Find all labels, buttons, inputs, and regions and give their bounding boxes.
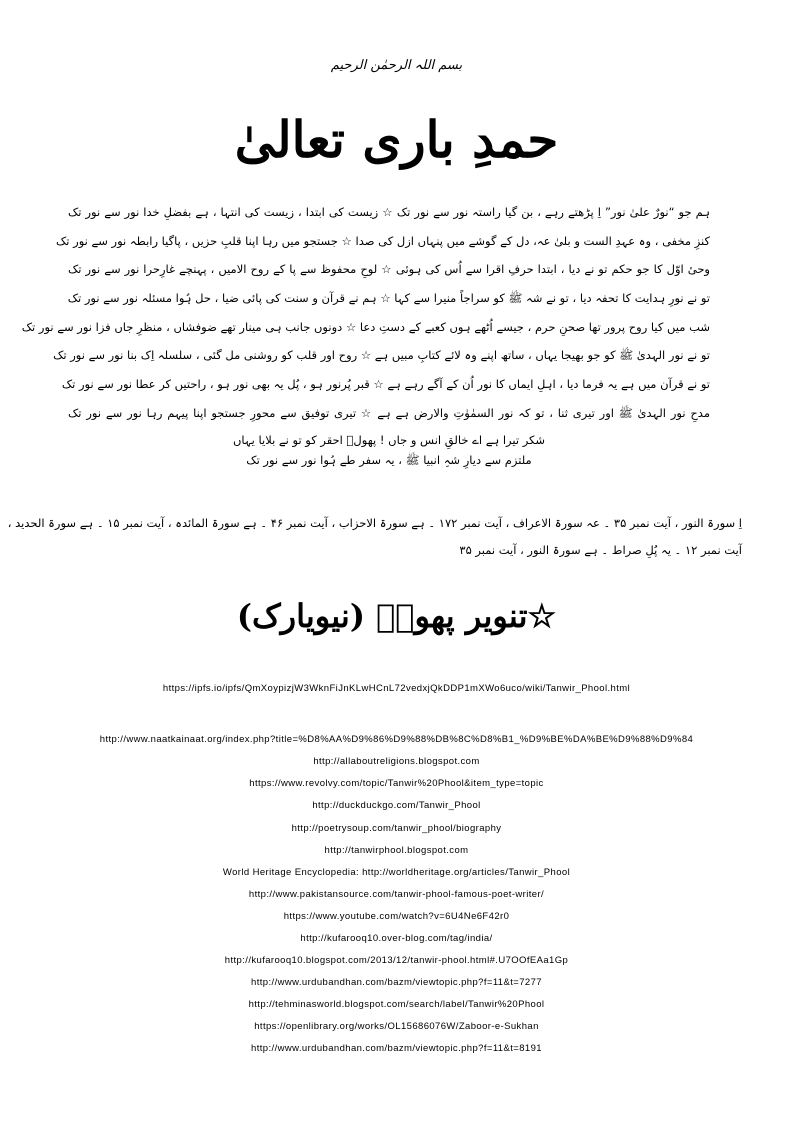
- reference-link[interactable]: http://allaboutreligions.blogspot.com: [313, 756, 480, 767]
- reference-link[interactable]: http://duckduckgo.com/Tanwir_Phool: [312, 800, 481, 811]
- poem-verse-5: شب میں کیا روح پرور تھا صحنِ حرم ، جیسے اُٹھے ہوں کعبے کے دستِ دعا ☆ دونوں جانب ہی مینار تھے ضوفشاں ، منظرِ جاں فزا نور سے نور تک: [21, 319, 710, 334]
- reference-link[interactable]: http://kufarooq10.over-blog.com/tag/india/: [300, 933, 493, 944]
- reference-link[interactable]: https://www.youtube.com/watch?v=6U4Ne6F42r0: [283, 911, 510, 922]
- reference-link[interactable]: http://kufarooq10.blogspot.com/2013/12/tanwir-phool.html#.U7OOfEAa1Gp: [224, 955, 569, 966]
- reference-link[interactable]: http://www.naatkainaat.org/index.php?title=%D8%AA%D9%86%D9%88%DB%8C%D8%B1_%D9%BE%DA%BE%D9%88%D9%84: [99, 734, 694, 745]
- poem-verse-8: مدحِ نور الہدیٰ ﷺ اور تیری ثنا ، تو کہ نور السمٰوٰتِ والارض ہے ہے ☆ تیری توفیق سے محورِ جستجو اپنا پیہم رہا نور سے نور تک: [68, 405, 710, 420]
- page-title: حمدِ باری تعالیٰ: [234, 110, 559, 169]
- author-signature: ☆تنویر پھولؔ (نیویارک): [236, 597, 557, 635]
- poem-closing-line-2: ملتزم سے دیارِ شہِ انبیا ﷺ ، یہ سفر طے ہُوا نور سے نور تک: [246, 452, 532, 467]
- poem-verse-2: کنزِ مخفی ، وہ عہدِ الست و بلیٰ عہ، دل کے گوشے میں پنہاں ازل کی صدا ☆ جستجو میں رہا اپنا قلبِ حزیں ، پاگیا رابطہ نور سے نور تک: [56, 233, 710, 248]
- poem-verse-7: تو نے قرآن میں ہے یہ فرما دیا ، اہلِ ایماں کا نور اُن کے آگے رہے ہے ☆ قبر پُرنور ہو ، پُل یہ بھی نور ہو ، راحتیں کر عطا نور سے نور تک: [61, 377, 710, 392]
- poem-verse-4: تو نے نورِ ہدایت کا تحفہ دیا ، تو نے شہ ﷺ کو سراجاً منیرا سے کہا ☆ ہم نے قرآن و سنت کی پائی ضیا ، حل ہُوا مسئلہ نور سے نور تک: [67, 291, 710, 306]
- footnote-line-1: اِ سورۃ النور ، آیت نمبر ۳۵ ۔ عہ سورۃ الاعراف ، آیت نمبر ۱۷۲ ۔ ہے سورۃ الاحزاب ، آیت نمبر ۴۶ ۔ ہے سورۃ المائدہ ، آیت نمبر ۱۵ ۔ ہے سورۃ الحدید ،: [7, 516, 742, 530]
- reference-link[interactable]: http://tehminasworld.blogspot.com/search/label/Tanwir%20Phool: [248, 999, 545, 1010]
- poem-verse-6: تو نے نور الہدیٰ ﷺ کو جو بھیجا یہاں ، ساتھ اپنے وہ لائے کتابِ مبیں ہے ☆ روح اور قلب کو روشنی مل گئی ، سلسلہ اِک بنا نور سے نور تک: [53, 348, 710, 363]
- reference-link[interactable]: http://www.urdubandhan.com/bazm/viewtopic.php?f=11&t=7277: [251, 977, 542, 988]
- reference-link[interactable]: https://ipfs.io/ipfs/QmXoypizjW3WknFiJnKLwHCnL72vedxjQkDDP1mXWo6uco/wiki/Tanwir_Phool.html: [162, 683, 631, 694]
- footnote-references: [7, 510, 742, 564]
- reference-link[interactable]: https://www.revolvy.com/topic/Tanwir%20Phool&item_type=topic: [249, 778, 544, 789]
- reference-link[interactable]: http://www.urdubandhan.com/bazm/viewtopic.php?f=11&t=8191: [251, 1043, 542, 1054]
- poem-body: [21, 198, 710, 470]
- poem-closing-line-1: شکر تیرا ہے اے خالقِ انس و جاں ! پھولؔ احقر کو تو نے بلایا یہاں: [232, 432, 546, 447]
- bismillah-heading: بسم اللہ الرحمٰن الرحیم: [330, 58, 463, 73]
- reference-link[interactable]: https://openlibrary.org/works/OL15686076W/Zaboor-e-Sukhan: [254, 1021, 539, 1032]
- poem-verse-3: وحیٔ اوّل کا جو حکم تو نے دیا ، ابتدا حرفِ اقرا سے اُس کی ہوئی ☆ لوحِ محفوظ سے پا کے روح الامیں ، پہنچے غارِحرا نور سے نور تک: [68, 262, 710, 277]
- reference-link[interactable]: World Heritage Encyclopedia: http://worldheritage.org/articles/Tanwir_Phool: [222, 867, 571, 878]
- reference-link[interactable]: http://poetrysoup.com/tanwir_phool/biography: [291, 823, 502, 834]
- footnote-line-2: آیت نمبر ۱۲ ۔ یہ پُلِ صراط ۔ ہے سورۃ النور ، آیت نمبر ۳۵: [459, 543, 742, 557]
- poem-verse-1: ہم جو “نورٌ علیٰ نور” اِ پڑھتے رہے ، بن گیا راستہ نور سے نور تک ☆ زیست کی ابتدا ، زیست کی انتہا ، ہے بفضلِ خدا نور سے نور تک: [68, 205, 710, 219]
- reference-link[interactable]: http://www.pakistansource.com/tanwir-phool-famous-poet-writer/: [248, 889, 545, 900]
- reference-link[interactable]: http://tanwirphool.blogspot.com: [324, 845, 469, 856]
